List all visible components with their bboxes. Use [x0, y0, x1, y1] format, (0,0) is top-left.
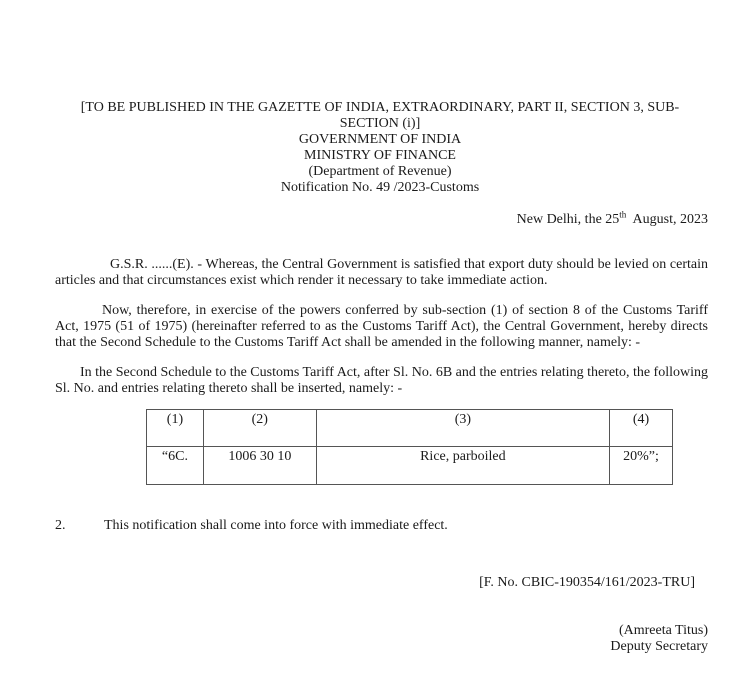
- table-header-cell: (1): [147, 410, 204, 447]
- ministry-name: MINISTRY OF FINANCE: [304, 148, 456, 163]
- amendment-paragraph: [55, 365, 708, 397]
- powers-paragraph: [55, 303, 708, 351]
- powers-text: Now, therefore, in exercise of the powers conferred by sub-section (1) of section 8 of the Customs Tariff Act, 1975 (51 of 1975) (hereinafter referred to as the Customs Tariff Act), the Central Government, hereby directs that the Second Schedule to the Customs Tariff Act shall be amended in the following manner, namely: -: [55, 303, 708, 350]
- date-prefix: New Delhi, the 25: [516, 212, 620, 227]
- gazette-section-line: SECTION (i)]: [339, 116, 421, 131]
- signatory-designation: Deputy Secretary: [610, 639, 708, 654]
- date-rest: August, 2023: [626, 212, 708, 227]
- file-number: [F. No. CBIC-190354/161/2023-TRU]: [479, 575, 695, 590]
- gazette-publication-line: [TO BE PUBLISHED IN THE GAZETTE OF INDIA, EXTRAORDINARY, PART II, SECTION 3, SUB-: [80, 100, 680, 115]
- table-header-cell: (4): [610, 410, 673, 447]
- amendment-text: In the Second Schedule to the Customs Tariff Act, after Sl. No. 6B and the entries relating thereto, the following Sl. No. and entries relating thereto shall be inserted, namely: -: [55, 365, 708, 396]
- signatory-name: (Amreeta Titus): [618, 623, 708, 638]
- date-ordinal-suffix: th: [619, 209, 627, 220]
- notification-date: [516, 209, 708, 228]
- serial-number-cell: “6C.: [147, 447, 204, 485]
- clause-text: This notification shall come into force with immediate effect.: [104, 518, 448, 533]
- commencement-clause: [55, 518, 705, 534]
- preamble-text: G.S.R. ......(E). - Whereas, the Central Government is satisfied that export duty should be levied on certain articles and that circumstances exist which render it necessary to take immediate action.: [55, 257, 708, 288]
- duty-rate-cell: 20%”;: [610, 447, 673, 485]
- government-name: GOVERNMENT OF INDIA: [298, 132, 462, 147]
- clause-number: 2.: [55, 518, 66, 533]
- gazette-header: [70, 100, 690, 196]
- notification-number: Notification No. 49 /2023-Customs: [280, 180, 480, 195]
- schedule-entry-table: [146, 409, 673, 485]
- table-header-row: [147, 410, 673, 447]
- tariff-item-cell: 1006 30 10: [203, 447, 316, 485]
- description-cell: Rice, parboiled: [316, 447, 609, 485]
- table-row: [147, 447, 673, 485]
- signature-block: [610, 623, 708, 655]
- table-header-cell: (2): [203, 410, 316, 447]
- department-name: (Department of Revenue): [308, 164, 452, 179]
- table-header-cell: (3): [316, 410, 609, 447]
- preamble-paragraph: [55, 257, 708, 289]
